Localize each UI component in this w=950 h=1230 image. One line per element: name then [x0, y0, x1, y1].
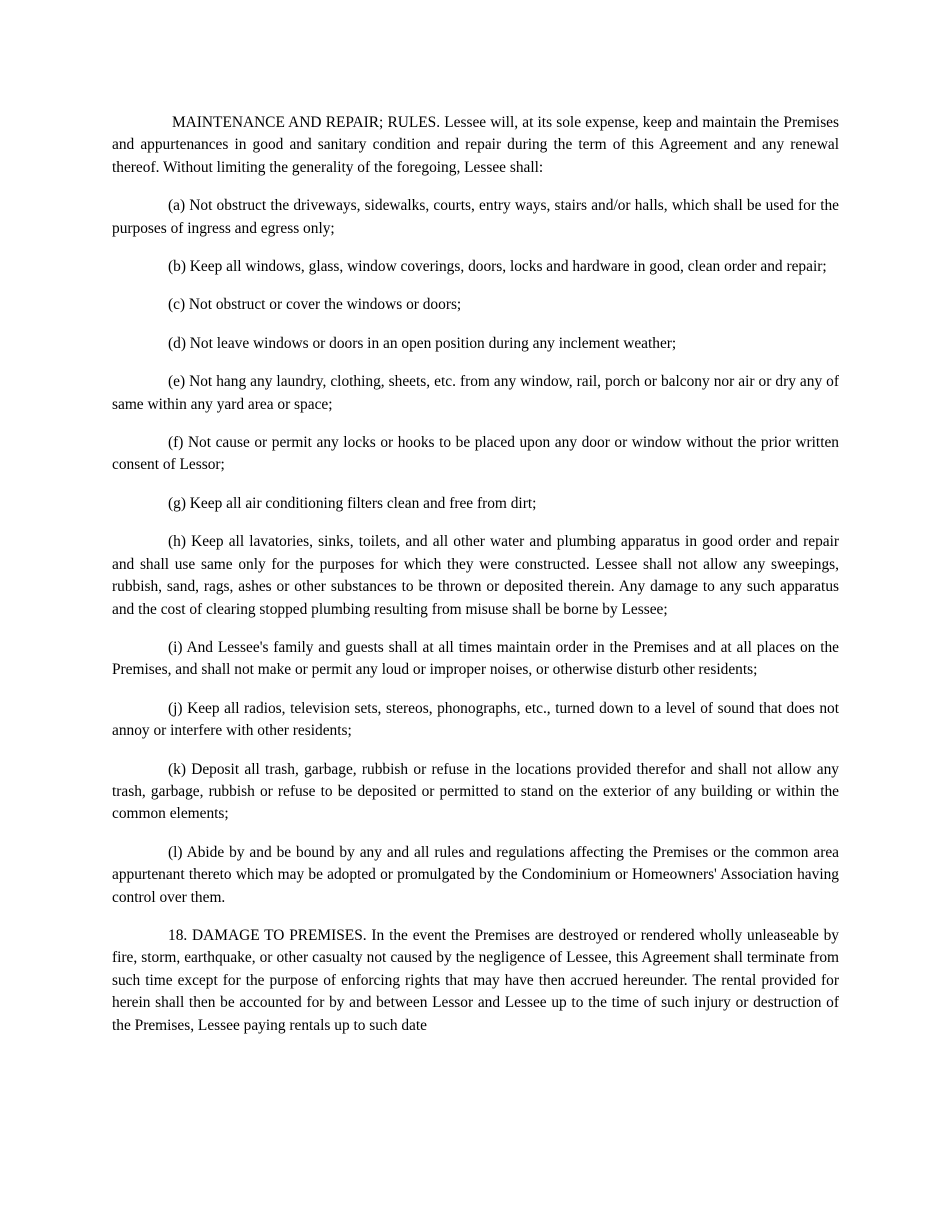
paragraph-item-g: (g) Keep all air conditioning filters clean and free from dirt; [168, 494, 537, 512]
paragraph-item-f: (f) Not cause or permit any locks or hooks to be placed upon any door or window without the prior written consent of Lessor; [112, 434, 839, 474]
paragraph-damage-to-premises: 18. DAMAGE TO PREMISES. In the event the Premises are destroyed or rendered wholly unleaseable by fire, storm, earthquake, or other casualty not caused by the negligence of Lessee, this Agreement shall terminate from such time except for the purpose of enforcing rights that may have then accrued hereunder. The rental provided for herein shall then be accounted for by and between Lessor and Lessee up to the time of such injury or destruction of the Premises, Lessee paying rentals up to such date [112, 926, 839, 1034]
paragraph-item-d: (d) Not leave windows or doors in an open position during any inclement weather; [168, 334, 677, 352]
paragraph-maintenance-and-repair: MAINTENANCE AND REPAIR; RULES. Lessee will, at its sole expense, keep and maintain the Premises and appurtenances in good and sanitary condition and repair during the term of this Agreement and any renewal thereof. Without limiting the generality of the foregoing, Lessee shall: [112, 114, 839, 176]
document-page [112, 112, 839, 1053]
paragraph-item-h: (h) Keep all lavatories, sinks, toilets, and all other water and plumbing apparatus in good order and repair and shall use same only for the purposes for which they were constructed. Lessee shall not allow any sweepings, rubbish, sand, rags, ashes or other substances to be thrown or deposited therein. Any damage to any such apparatus and the cost of clearing stopped plumbing resulting from misuse shall be borne by Lessee; [112, 533, 839, 618]
paragraph-item-i: (i) And Lessee's family and guests shall at all times maintain order in the Premises and at all places on the Premises, and shall not make or permit any loud or improper noises, or otherwise disturb other residents; [112, 638, 839, 679]
paragraph-item-c: (c) Not obstruct or cover the windows or doors; [168, 296, 462, 314]
paragraph-item-a: (a) Not obstruct the driveways, sidewalks, courts, entry ways, stairs and/or halls, which shall be used for the purposes of ingress and egress only; [112, 197, 839, 237]
paragraph-item-k: (k) Deposit all trash, garbage, rubbish or refuse in the locations provided therefor and shall not allow any trash, garbage, rubbish or refuse to be deposited or permitted to stand on the exterior of any building or within the common elements; [112, 760, 839, 823]
paragraph-item-b: (b) Keep all windows, glass, window coverings, doors, locks and hardware in good, clean order and repair; [168, 258, 827, 276]
paragraph-item-l: (l) Abide by and be bound by any and all rules and regulations affecting the Premises or the common area appurtenant thereto which may be adopted or promulgated by the Condominium or Homeowners' Association having control over them. [112, 843, 839, 906]
paragraph-item-j: (j) Keep all radios, television sets, stereos, phonographs, etc., turned down to a level of sound that does not annoy or interfere with other residents; [112, 699, 839, 740]
paragraph-item-e: (e) Not hang any laundry, clothing, sheets, etc. from any window, rail, porch or balcony nor air or dry any of same within any yard area or space; [112, 373, 839, 413]
